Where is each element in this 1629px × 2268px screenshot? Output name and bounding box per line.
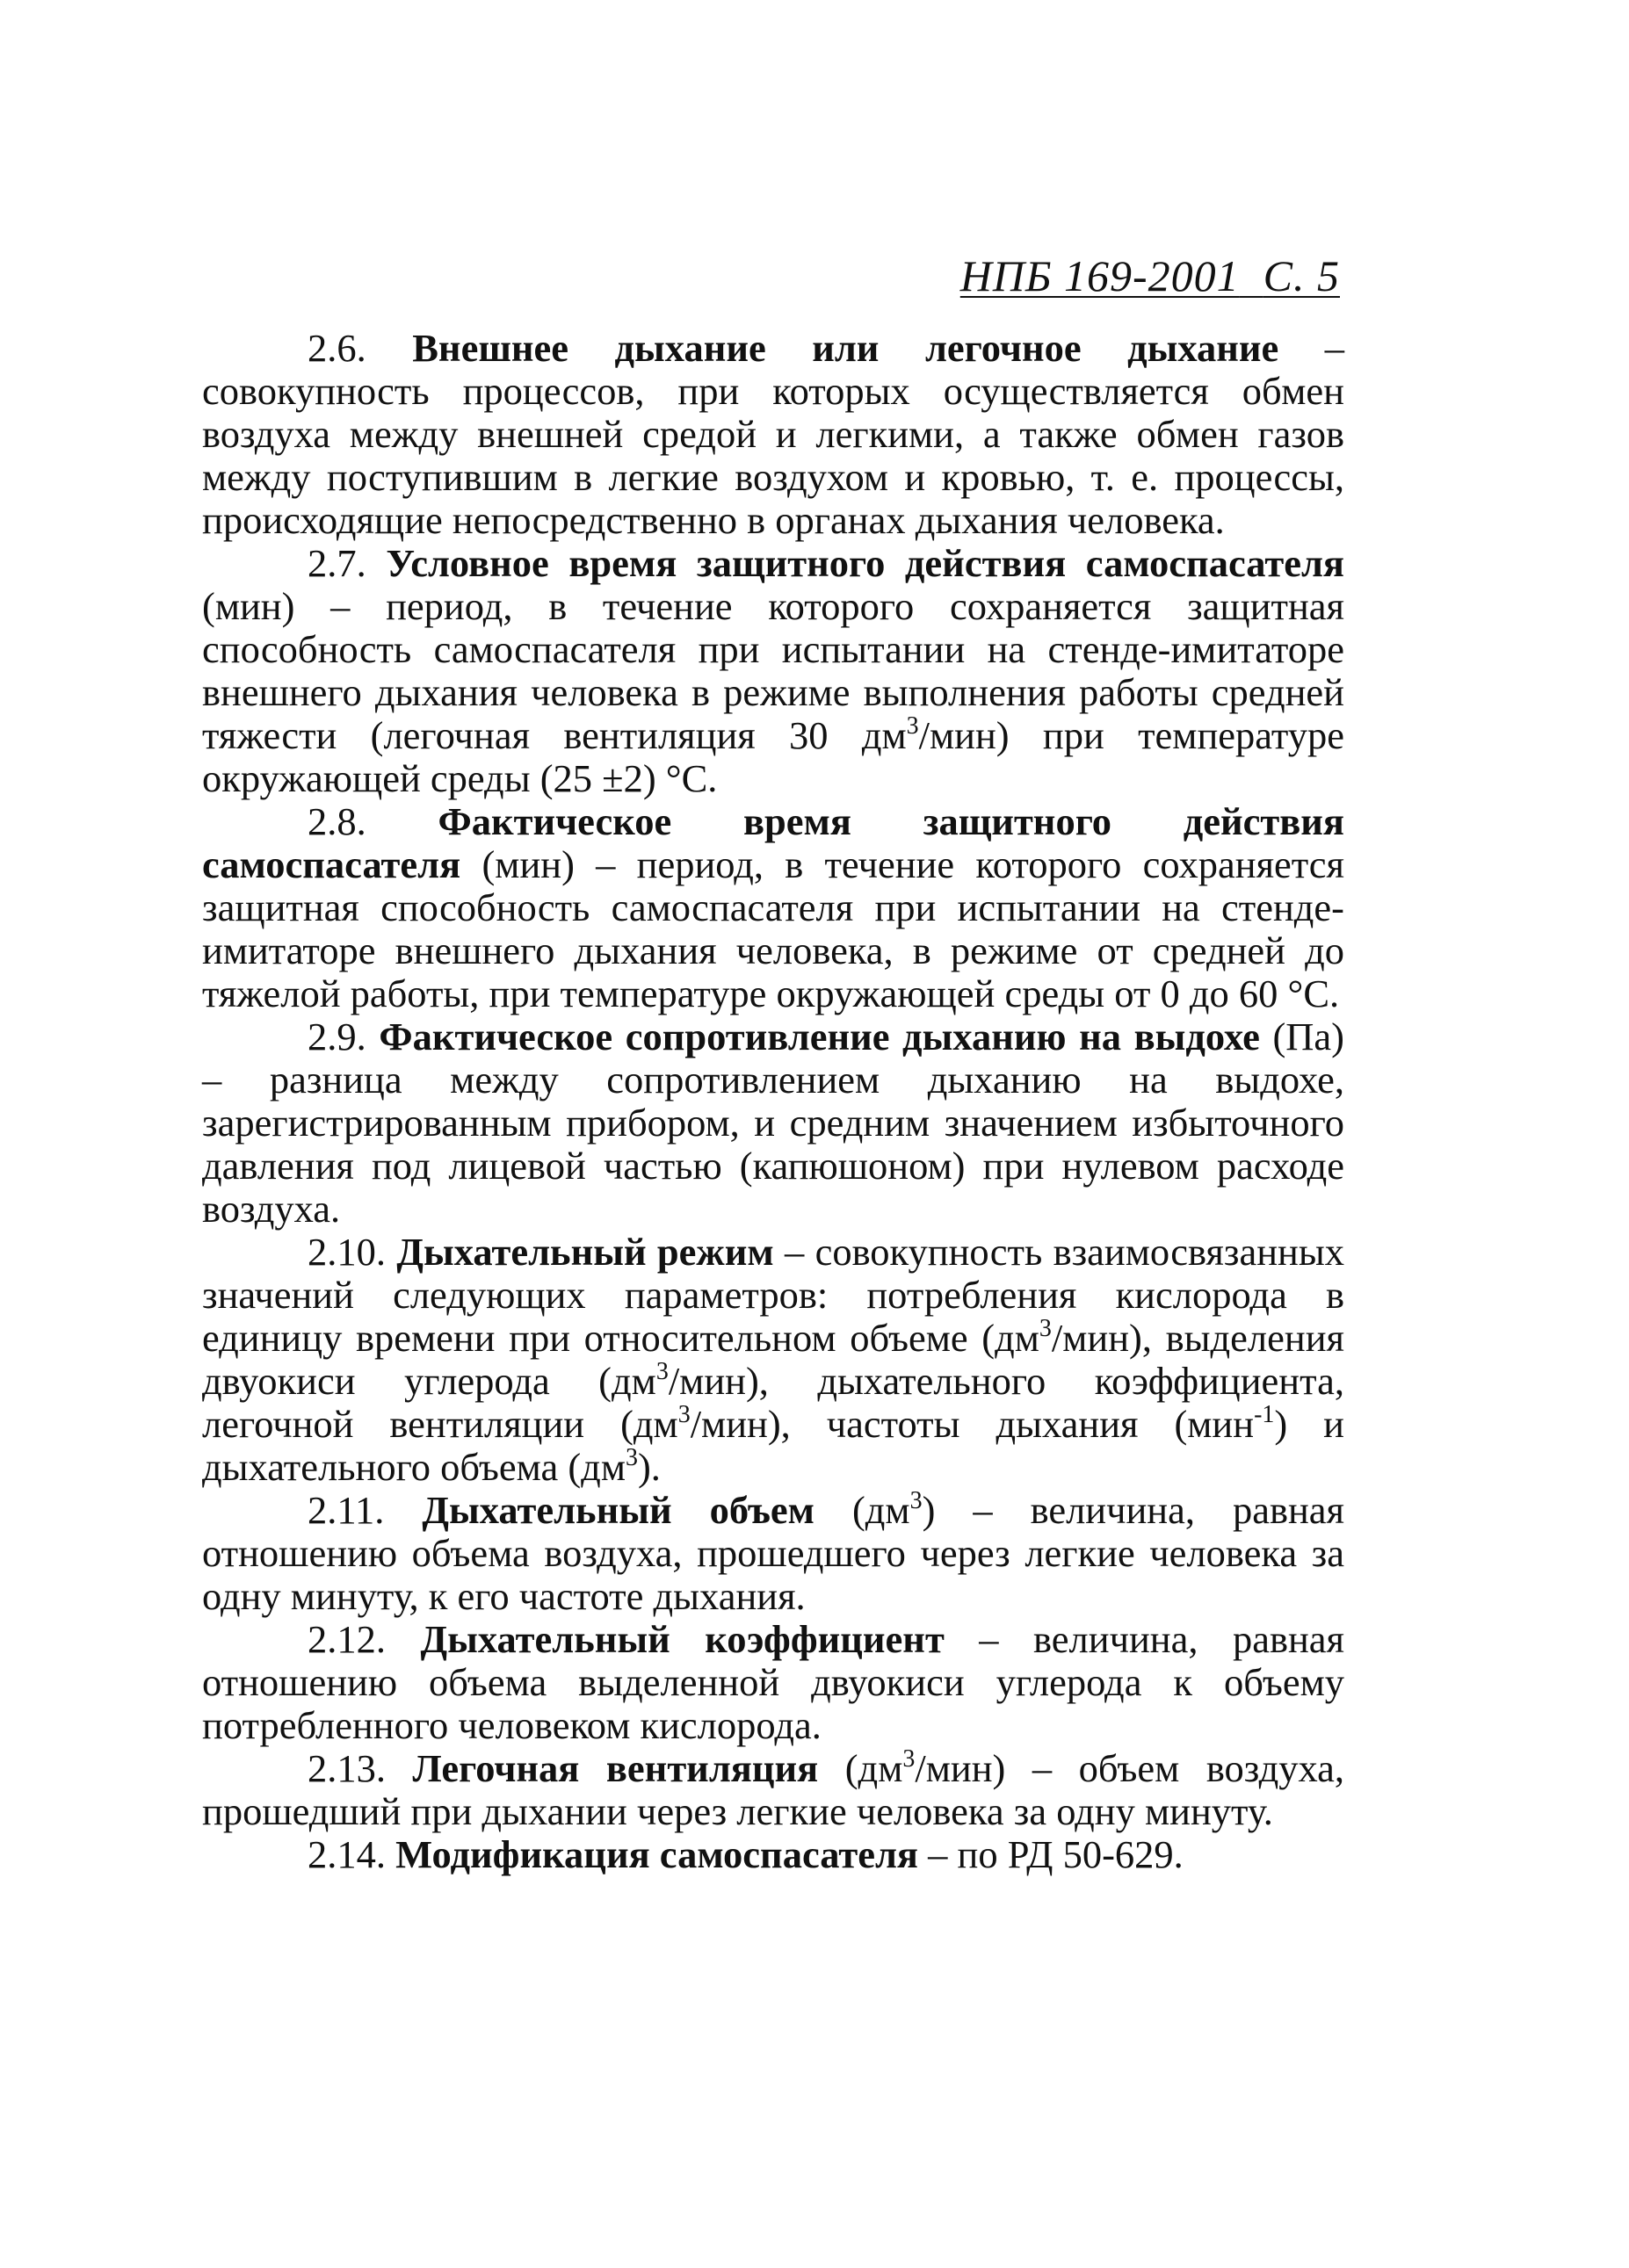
header-gap [1240, 251, 1263, 300]
clause-2-7 [202, 542, 1344, 800]
clause-2-6 [202, 327, 1344, 542]
running-header [945, 249, 1340, 302]
clause-2-12 [202, 1618, 1344, 1747]
clause-body: ) и дыхательного объема (дм [202, 1402, 1344, 1489]
clause-body: (мин) – период, в течение которого сохраняется защитная способность самоспасателя при испытании на стенде-имитаторе внешнего дыхания человека, в режиме от средней до тяжелой работы, при температуре окружающей среды от 0 до 60 °С. [202, 842, 1344, 1015]
clause-2-9 [202, 1015, 1344, 1231]
clause-term: Дыхательный режим [396, 1230, 774, 1274]
superscript: 3 [625, 1444, 638, 1471]
clause-2-11 [202, 1489, 1344, 1618]
clause-body: (дм [814, 1488, 910, 1532]
page-number: С. 5 [1263, 251, 1340, 300]
superscript: 3 [906, 712, 919, 740]
clause-body: (Па) – разница между сопротивлением дыханию на выдохе, зарегистрированным прибором, и средним значением избыточного давления под лицевой частью (капюшоном) при нулевом расходе воздуха. [202, 1015, 1344, 1231]
clause-number: 2.10. [308, 1230, 386, 1274]
superscript: 3 [902, 1745, 916, 1773]
clause-2-14 [202, 1833, 1344, 1876]
clause-number: 2.11. [308, 1488, 385, 1532]
clause-body: /мин) – объем воздуха, прошедший при дыхании через легкие человека за одну минуту. [202, 1746, 1344, 1833]
clause-body: (мин) – период, в течение которого сохраняется защитная способность самоспасателя при испытании на стенде-имитаторе внешнего дыхания человека в режиме выполнения работы средней тяжести (легочная вентиляция 30 дм [202, 584, 1344, 757]
superscript: 3 [677, 1401, 691, 1428]
clause-body: /мин) при температуре окружающей среды (25 ±2) °С. [202, 713, 1344, 800]
clause-term: Внешнее дыхание или легочное дыхание [412, 326, 1279, 370]
clause-term: Дыхательный объем [422, 1488, 814, 1532]
clause-term: Дыхательный коэффициент [420, 1617, 945, 1661]
clause-2-10 [202, 1231, 1344, 1489]
clause-body: – совокупность процессов, при которых осуществляется обмен воздуха между внешней средой и легкими, а также обмен газов между поступившим в легкие воздухом и кровью, т. е. процессы, происходящие непосредственно в органах дыхания человека. [202, 326, 1345, 542]
clause-body: /мин), выделения двуокиси углерода (дм [202, 1316, 1344, 1403]
superscript: 3 [655, 1358, 669, 1385]
clause-term: Модификация самоспасателя [395, 1832, 918, 1876]
clause-number: 2.9. [308, 1015, 366, 1058]
clause-number: 2.6. [308, 326, 366, 370]
superscript: 3 [1039, 1315, 1052, 1342]
clause-number: 2.7. [308, 541, 366, 585]
clause-2-13 [202, 1747, 1344, 1833]
clause-number: 2.14. [308, 1832, 386, 1876]
definitions-section [202, 327, 1344, 1876]
clause-body: (дм [818, 1746, 903, 1790]
clause-body: /мин), дыхательного коэффициента, легочной вентиляции (дм [202, 1359, 1344, 1446]
clause-body: ). [637, 1445, 661, 1489]
clause-term: Фактическое время защитного действия самоспасателя [202, 799, 1345, 886]
clause-body: ) – величина, равная отношению объема воздуха, прошедшего через легкие человека за одну минуту, к его частоте дыхания. [202, 1488, 1345, 1618]
clause-term: Условное время защитного действия самоспасателя [386, 541, 1344, 585]
clause-term: Легочная вентиляция [412, 1746, 819, 1790]
clause-body: /мин), частоты дыхания (мин [690, 1402, 1255, 1446]
superscript: -1 [1254, 1401, 1275, 1428]
clause-term: Фактическое сопротивление дыханию на выдохе [379, 1015, 1260, 1058]
superscript: 3 [909, 1487, 923, 1514]
clause-number: 2.8. [308, 799, 366, 843]
clause-number: 2.12. [308, 1617, 386, 1661]
clause-body: – по РД 50-629. [918, 1832, 1184, 1876]
clause-body: – совокупность взаимосвязанных значений следующих параметров: потребления кислорода в единицу времени при относительном объеме (дм [202, 1230, 1345, 1360]
clause-number: 2.13. [308, 1746, 386, 1790]
clause-body: – величина, равная отношению объема выделенной двуокиси углерода к объему потребленного человеком кислорода. [202, 1617, 1344, 1747]
doc-number: НПБ 169-2001 [959, 251, 1240, 300]
clause-2-8 [202, 800, 1344, 1015]
